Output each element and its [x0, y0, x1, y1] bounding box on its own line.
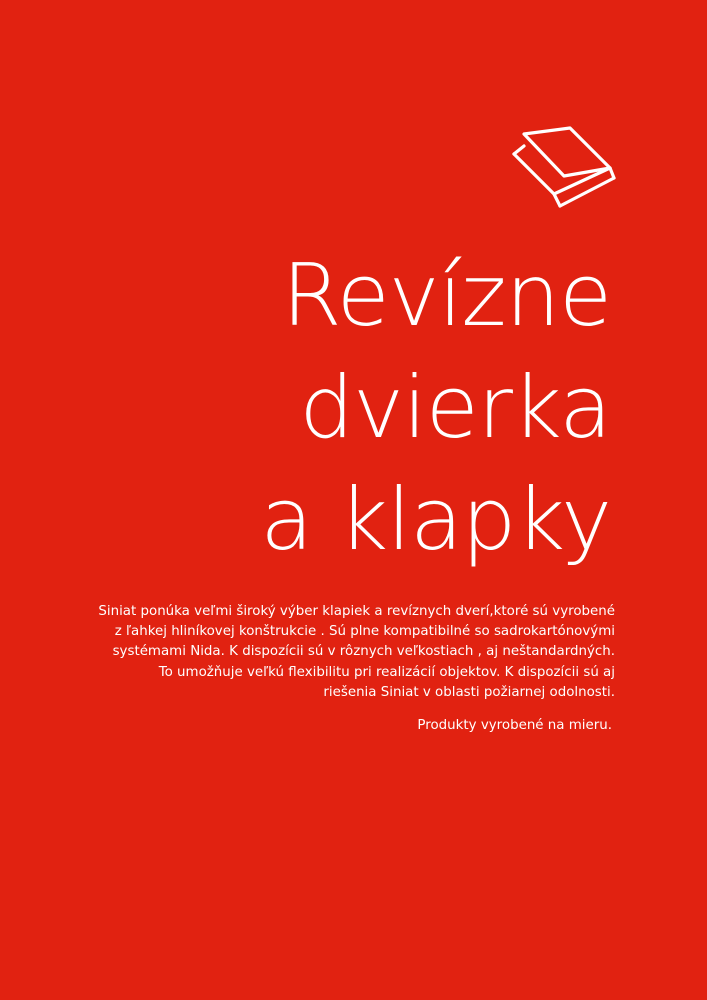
title-line-3: a klapky [260, 470, 611, 570]
title-line-1: Revízne [281, 246, 611, 346]
page-title [91, 240, 611, 576]
title-line-2: dvierka [299, 358, 611, 458]
description-line-3: systémami Nida. K dispozícii sú v rôznych veľkostiach , aj neštandardných. [112, 644, 615, 660]
description-line-5: riešenia Siniat v oblasti požiarnej odolnosti. [323, 684, 615, 700]
description-line-4: To umožňuje veľkú flexibilitu pri realizácií objektov. K dispozícii sú aj [158, 664, 615, 680]
description-line-2: z ľahkej hliníkovej konštrukcie . Sú plne kompatibilné so sadrokartónovými [114, 624, 615, 640]
access-panel-icon [510, 124, 618, 210]
tagline: Produkty vyrobené na mieru. [417, 718, 612, 733]
description-paragraph [35, 602, 615, 703]
description-line-1: Siniat ponúka veľmi široký výber klapiek a revíznych dverí,ktoré sú vyrobené [98, 604, 615, 619]
